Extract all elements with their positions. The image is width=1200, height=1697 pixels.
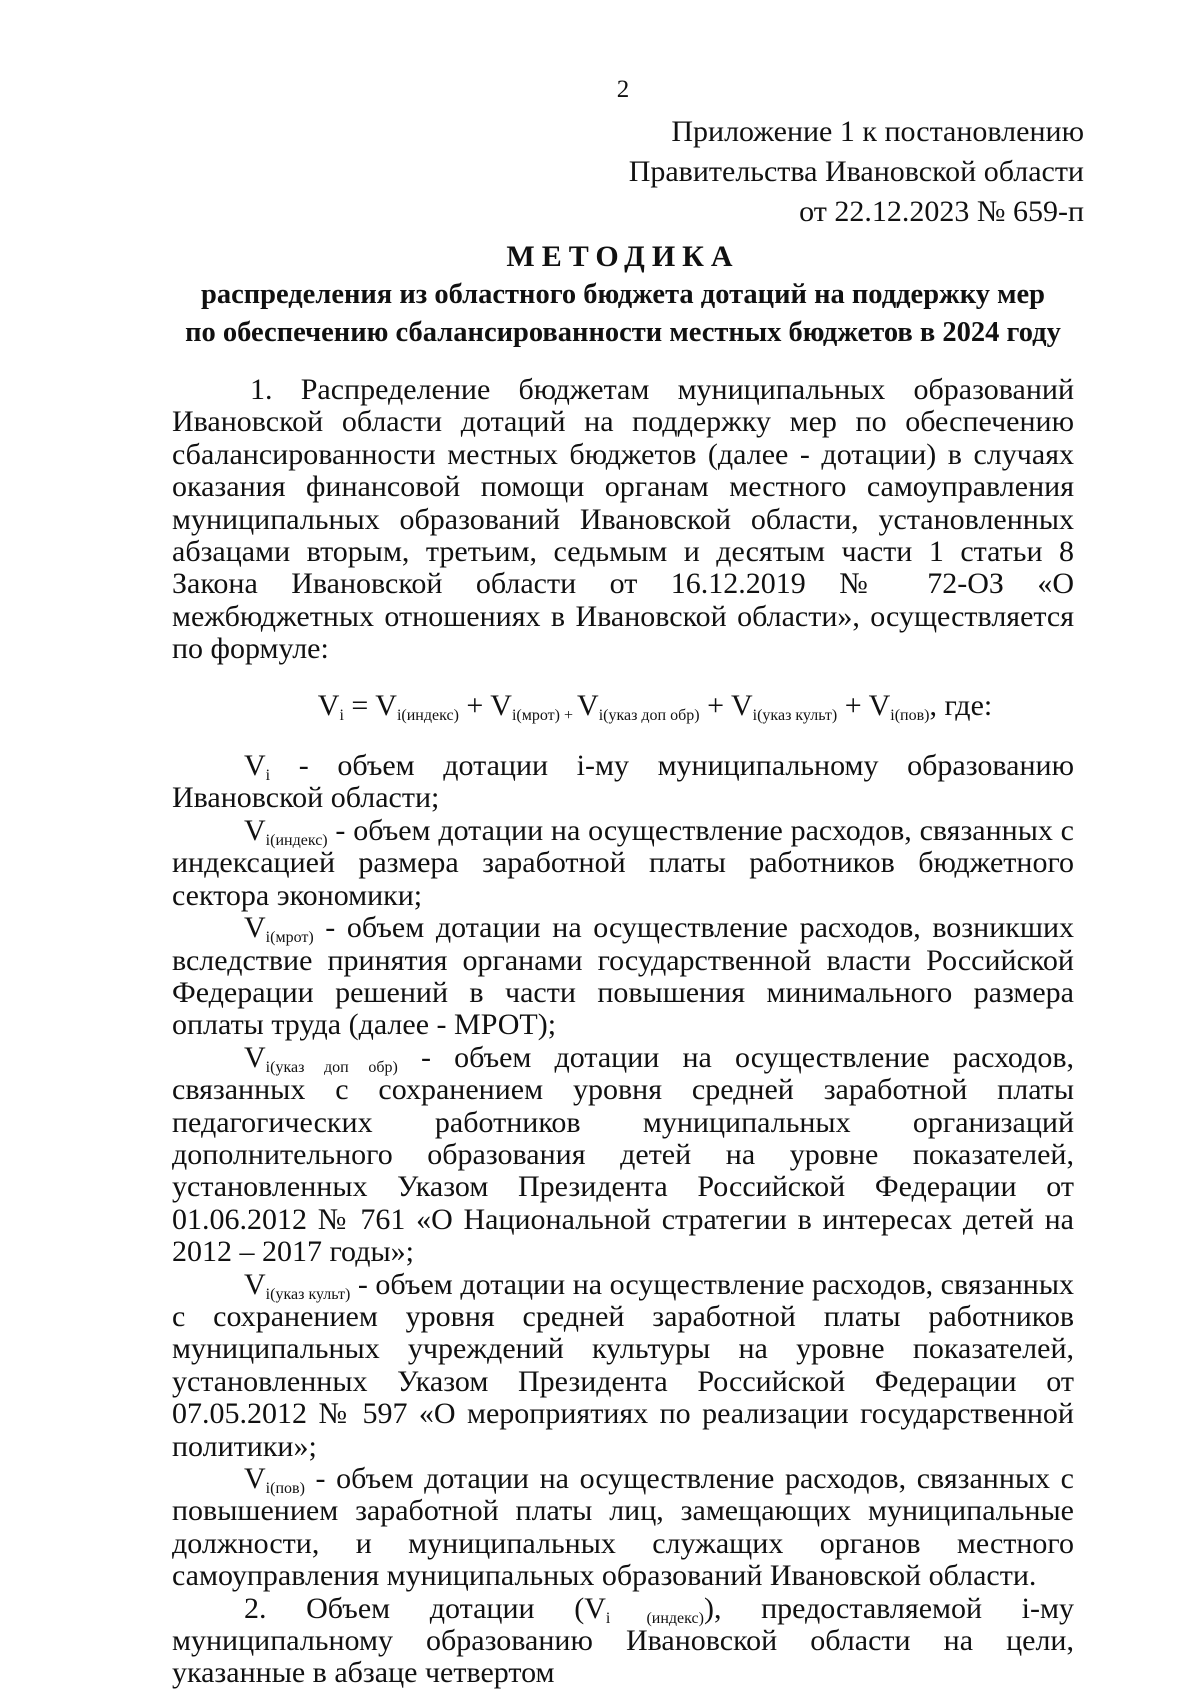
formula-plus-small: +: [559, 706, 578, 724]
def-v: V: [244, 1040, 266, 1074]
formula-equals: =: [343, 688, 376, 722]
paragraph-1: 1. Распределение бюджетам муниципальных образований Ивановской области дотаций на поддержку мер по обеспечению сбалансированности местных бюджетов (далее - дотации) в случаях оказания финансовой помощи органам местного самоуправления муниципальных образований Ивановской области, установленных абзацами вторым, третьим, седьмым и десятым части 1 статьи 8 Закона Ивановской области от 16.12.2019 № 72-ОЗ «О межбюджетных отношениях в Ивановской области», осуществляется по формуле:: [172, 373, 1074, 666]
formula-v: V: [730, 688, 753, 722]
formula-sub-i: i: [339, 706, 344, 724]
definition-v-kult: [172, 1269, 1074, 1463]
def-sub: i(указ культ): [265, 1285, 351, 1303]
def-sub: i: [265, 767, 271, 785]
definition-v-mrot: [172, 912, 1074, 1042]
def-text: - объем дотации на осуществление расходов, связанных с повышением заработной платы лиц, замещающих муниципальные должности, и муниципальных служащих органов местного самоуправления муниципальных образований Ивановской области.: [172, 1462, 1074, 1593]
appendix-line-1: Приложение 1 к постановлению: [671, 115, 1084, 148]
formula-v: V: [375, 688, 397, 722]
page-number: 2: [616, 76, 630, 103]
title-main: МЕТОДИКА: [506, 240, 740, 273]
formula-sub-index: i(индекс): [396, 706, 459, 724]
formula-sub-pov: i(пов): [890, 706, 930, 724]
title-subtitle-line-1: распределения из областного бюджета дотаций на поддержку мер: [200, 279, 1046, 310]
para2-prefix: 2. Объем дотации (: [244, 1591, 585, 1625]
para2-sub: i (индекс): [605, 1609, 704, 1627]
formula-sub-dop: i(указ доп обр): [598, 706, 700, 724]
def-sub: i(индекс): [265, 831, 328, 849]
definition-v-dop-obr: [172, 1042, 1074, 1269]
definition-vi: [172, 750, 1074, 815]
def-v: V: [244, 911, 266, 945]
title-subtitle-line-2: по обеспечению сбалансированности местных бюджетов в 2024 году: [185, 317, 1061, 348]
def-v: V: [244, 813, 266, 847]
formula-sub-mrot: i(мрот): [511, 706, 560, 724]
def-text: - объем дотации на осуществление расходов, связанных с сохранением уровня средней заработной платы педагогических работников муниципальных организаций дополнительного образования детей на уровне показателей, установленных Указом Президента Российской Федерации от 01.06.2012 № 761 «О Национальной стратегии в интересах детей на 2012 – 2017 годы»;: [172, 1040, 1074, 1269]
formula-v: V: [577, 688, 599, 722]
def-text: - объем дотации на осуществление расходов, связанных с сохранением уровня средней заработной платы работников муниципальных учреждений культуры на уровне показателей, установленных Указом Президента Российской Федерации от 07.05.2012 № 597 «О мероприятиях по реализации государственной политики»;: [172, 1267, 1074, 1463]
formula-v: V: [490, 688, 512, 722]
def-v: V: [244, 749, 266, 783]
def-sub: i(мрот): [265, 929, 314, 947]
def-text: - объем дотации i-му муниципальному образованию Ивановской области;: [172, 749, 1074, 815]
document-body: [172, 374, 1074, 1690]
appendix-line-3: от 22.12.2023 № 659-п: [799, 195, 1084, 228]
appendix-line-2: Правительства Ивановской области: [628, 155, 1084, 188]
def-v: V: [244, 1462, 266, 1495]
formula-sub-kult: i(указ культ): [752, 706, 838, 724]
document-title: [150, 238, 1096, 352]
definition-v-pov: [172, 1463, 1074, 1593]
definition-v-index: [172, 815, 1074, 912]
def-sub: i(пов): [265, 1480, 305, 1497]
para2-suffix: ), предоставляемой i-му муниципальному образованию Ивановской области на цели, указанные в абзаце четвертом: [172, 1591, 1074, 1690]
def-v: V: [244, 1267, 266, 1301]
formula-plus: +: [837, 688, 869, 722]
para2-v: V: [584, 1591, 606, 1625]
formula-plus: +: [699, 688, 731, 722]
formula-tail: , где:: [929, 688, 993, 722]
formula-v: V: [868, 688, 891, 722]
formula-plus: +: [458, 688, 491, 722]
def-text: - объем дотации на осуществление расходов, связанных с индексацией размера заработной платы работников бюджетного сектора экономики;: [172, 813, 1074, 912]
def-text: - объем дотации на осуществление расходов, возникших вследствие принятия органами государственной власти Российской Федерации решений в части повышения минимального размера оплаты труда (далее - МРОТ);: [172, 911, 1074, 1042]
def-sub: i(указ доп обр): [265, 1058, 398, 1076]
appendix-header: [629, 112, 1084, 232]
formula-v: V: [317, 688, 340, 722]
paragraph-2: [172, 1593, 1074, 1690]
formula: [172, 690, 1074, 722]
